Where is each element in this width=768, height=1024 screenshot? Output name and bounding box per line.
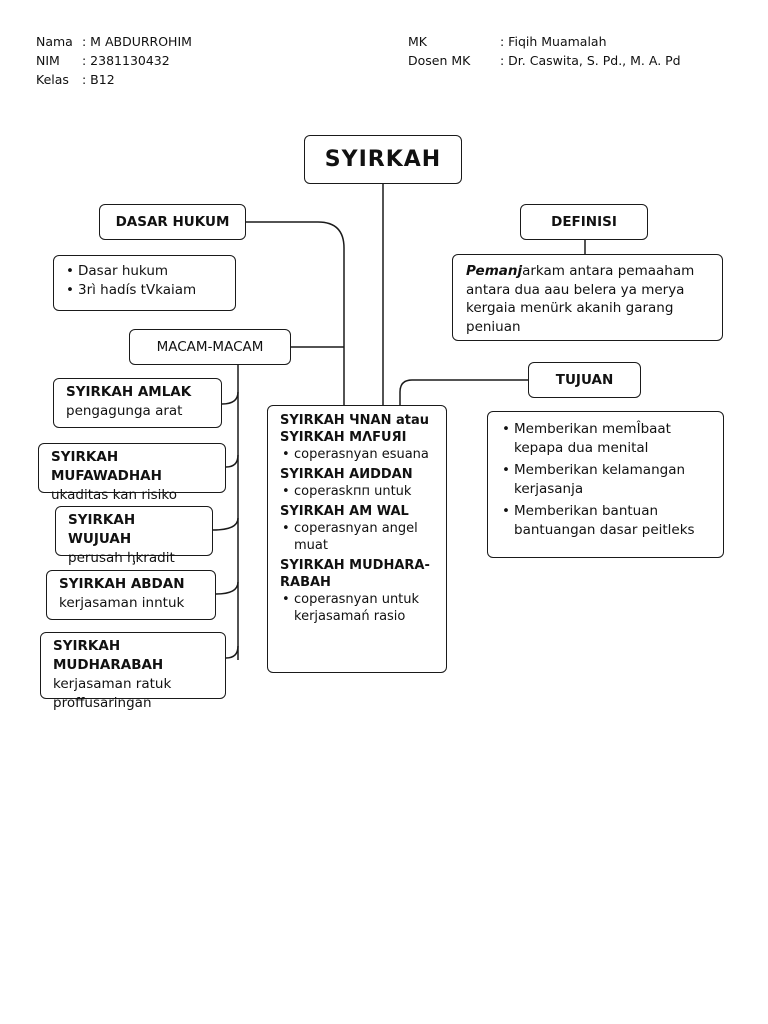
macam-item-desc: pengagunga arat — [66, 403, 183, 419]
dasar-hukum-label: DASAR HUKUM — [115, 214, 230, 230]
info-label: Dosen MK — [408, 53, 471, 68]
macam-item-mudharabah — [40, 632, 226, 711]
line-tujuan — [400, 380, 528, 405]
center-type-list — [280, 483, 434, 500]
macam-item-title: SYIRKAH WUJUAH — [68, 512, 136, 547]
center-type-title: SYIRKAH AM WAL — [280, 504, 409, 519]
macam-item-wujuah — [55, 506, 213, 566]
info-label: MK — [408, 34, 427, 49]
macam-item-desc: ukaditas kan risiko — [51, 487, 178, 503]
line-macam-5 — [226, 646, 238, 658]
info-label: Kelas — [36, 72, 69, 87]
definisi-lead: Pemanj — [466, 263, 523, 279]
diagram-title: SYIRKAH — [324, 147, 442, 172]
dasar-hukum-box — [53, 255, 236, 311]
center-type-title: SYIRKAH AИDDAN — [280, 467, 413, 482]
macam-item-title: SYIRKAH MUFAWADHAH — [51, 449, 162, 484]
macam-item-desc: kerjasaman ratuk proffusaringan — [53, 676, 172, 711]
center-type-list — [280, 520, 434, 554]
dasar-hukum-list — [64, 262, 225, 300]
macam-item-title: SYIRKAH ABDAN — [59, 576, 185, 592]
macam-label: MACAM-MACAM — [156, 339, 264, 355]
tujuan-box — [487, 411, 724, 558]
macam-item-title: SYIRKAH AMLAK — [66, 384, 192, 400]
dasar-hukum-label-box — [99, 204, 246, 240]
definisi-text — [466, 262, 709, 336]
info-value: : Fiqih Muamalah — [500, 34, 607, 49]
info-label: NIM — [36, 53, 60, 68]
info-value: : 2381130432 — [82, 53, 170, 68]
macam-item-title: SYIRKAH MUDHARABAH — [53, 638, 164, 673]
macam-item-mufawadhah — [38, 443, 226, 503]
list-item: • coperasnyan angel muat — [280, 520, 434, 554]
list-item: • 3rì hadís tVkaiam — [64, 281, 225, 300]
line-macam-3 — [213, 518, 238, 530]
center-type-list — [280, 446, 434, 463]
list-item: • Memberikan memÎbaat kepapa dua menital — [500, 420, 711, 458]
macam-item-amlak — [53, 378, 222, 428]
list-item: • Memberikan bantuan bantuangan dasar peitleks — [500, 502, 711, 540]
definisi-body: arkam antara pemaaham antara dua aau belera ya merya kergaia menürk akanih garang peniuan — [466, 263, 695, 335]
list-item: • Memberikan kelamangan kerjasanja — [500, 461, 711, 499]
macam-label-box — [129, 329, 291, 365]
center-type-title: SYIRKAH ЧNAN atau SYIRKAH MɅFUЯI — [280, 413, 430, 445]
definisi-label: DEFINISI — [551, 214, 617, 230]
list-item: • coperasnyan esuana — [280, 446, 434, 463]
title-box — [304, 135, 462, 184]
center-type-title: SYIRKAH MUDHARA-RABAH — [280, 558, 430, 590]
tujuan-label: TUJUAN — [555, 372, 614, 388]
tujuan-list — [500, 420, 711, 540]
list-item: • Dasar hukum — [64, 262, 225, 281]
line-macam-4 — [216, 582, 238, 594]
tujuan-label-box — [528, 362, 641, 398]
line-macam-2 — [226, 455, 238, 467]
info-value: : M ABDURROHIM — [82, 34, 192, 49]
macam-item-abdan — [46, 570, 216, 620]
definisi-label-box — [520, 204, 648, 240]
center-type-list — [280, 591, 434, 625]
info-label: Nama — [36, 34, 73, 49]
center-types-box — [267, 405, 447, 673]
info-value: : B12 — [82, 72, 115, 87]
line-macam-1 — [222, 392, 238, 404]
list-item: • coperasnyan untuk kerjasamań rasio — [280, 591, 434, 625]
line-dasar-hukum — [246, 222, 344, 405]
definisi-box — [452, 254, 723, 341]
macam-item-desc: perusah ꞕkradit — [68, 550, 175, 566]
macam-item-desc: kerjasaman inntuk — [59, 595, 185, 611]
list-item: • coperaskпп untuk — [280, 483, 434, 500]
info-value: : Dr. Caswita, S. Pd., M. A. Pd — [500, 53, 681, 68]
